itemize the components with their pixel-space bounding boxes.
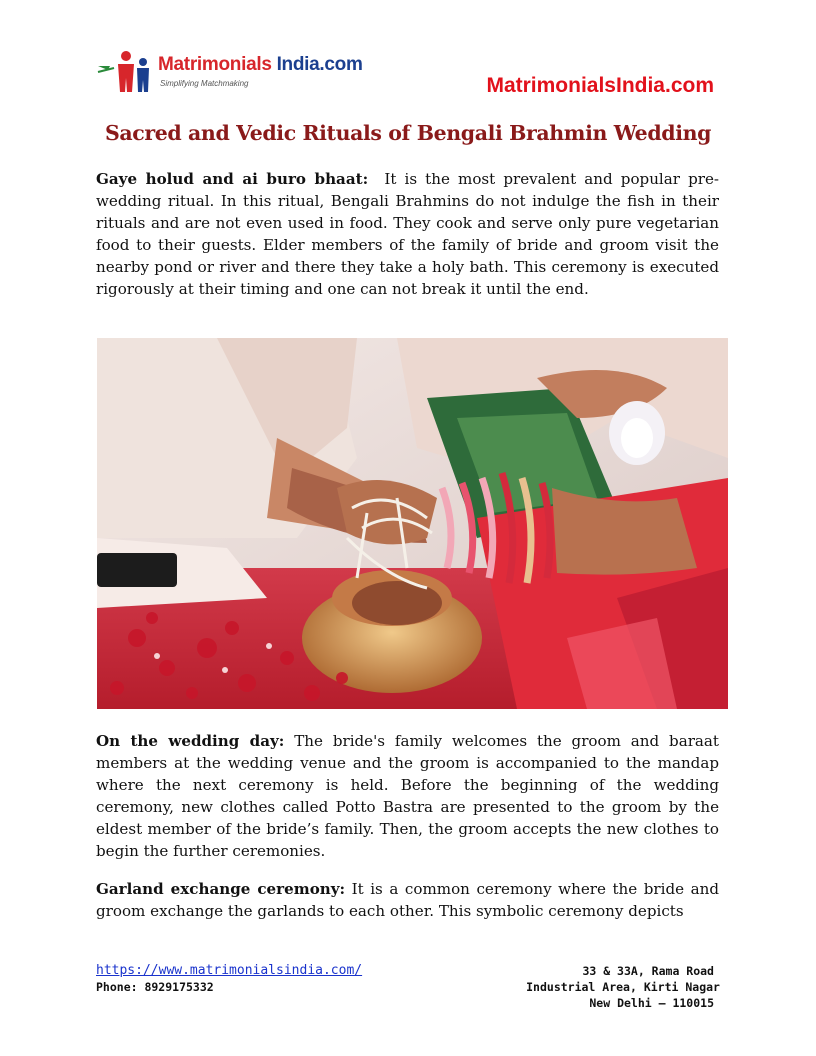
address-line-1: 33 & 33A, Rama Road [582,964,714,978]
phone-number: Phone: 8929175332 [96,980,214,994]
section-heading: Garland exchange ceremony: [96,880,346,898]
logo-tagline: Simplifying Matchmaking [160,79,249,88]
logo-figure-icon [96,46,158,96]
logo-wordmark: Matrimonials India.com [158,54,363,75]
section-text: It is a common ceremony where the bride and groom exchange the garlands to each other. This symbolic ceremony depicts [96,880,719,920]
section-heading: On the wedding day: [96,732,285,750]
site-name-header: MatrimonialsIndia.com [486,74,714,97]
section-garland-exchange [96,878,719,922]
company-logo [96,46,363,96]
website-link[interactable]: https://www.matrimonialsindia.com/ [96,963,363,978]
section-wedding-day [96,730,719,862]
section-gaye-holud [96,168,719,300]
address-line-3: New Delhi – 110015 [589,996,714,1010]
page-title: Sacred and Vedic Rituals of Bengali Brahmin Wedding [104,121,712,145]
section-heading: Gaye holud and ai buro bhaat: [96,170,369,188]
section-text: The bride's family welcomes the groom and baraat members at the wedding venue and the groom is accompanied to the mandap where the next ceremony is held. Before the beginning of the wedding ceremony, new clothes called Potto Bastra are presented to the groom by the eldest member of the bride’s family. Then, the groom accepts the new clothes to begin the further ceremonies. [96,732,719,860]
section-text: It is the most prevalent and popular pre-wedding ritual. In this ritual, Bengali Brahmins do not indulge the fish in their rituals and are not even used in food. They cook and serve only pure vegetarian food to their guests. Elder members of the family of bride and groom visit the nearby pond or river and there they take a holy bath. This ceremony is executed rigorously at their timing and one can not break it until the end. [96,170,719,298]
wedding-ritual-photo [97,338,728,709]
address-line-2: Industrial Area, Kirti Nagar [526,980,720,994]
